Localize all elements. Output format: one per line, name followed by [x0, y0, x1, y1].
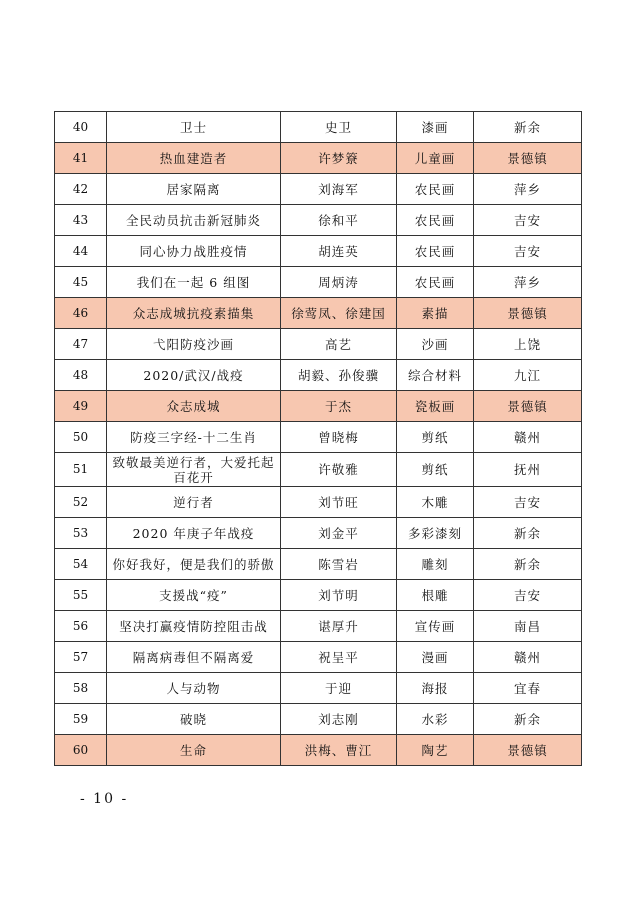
cell-author: 刘志刚: [281, 704, 397, 735]
cell-author: 刘节旺: [281, 487, 397, 518]
cell-number: 42: [55, 174, 107, 205]
cell-type: 沙画: [397, 329, 474, 360]
cell-author: 祝呈平: [281, 642, 397, 673]
cell-number: 47: [55, 329, 107, 360]
cell-number: 54: [55, 549, 107, 580]
table-row: [55, 518, 582, 549]
cell-author: 许梦簝: [281, 143, 397, 174]
cell-author: 周炳涛: [281, 267, 397, 298]
cell-region: 吉安: [474, 487, 582, 518]
table-row: [55, 298, 582, 329]
table-row: [55, 267, 582, 298]
table-row: [55, 422, 582, 453]
cell-number: 53: [55, 518, 107, 549]
cell-title: 2020/武汉/战疫: [107, 360, 281, 391]
cell-author: 于迎: [281, 673, 397, 704]
cell-number: 55: [55, 580, 107, 611]
cell-type: 漆画: [397, 112, 474, 143]
cell-region: 新余: [474, 704, 582, 735]
cell-region: 上饶: [474, 329, 582, 360]
cell-author: 刘海军: [281, 174, 397, 205]
cell-author: 史卫: [281, 112, 397, 143]
cell-title: 人与动物: [107, 673, 281, 704]
cell-number: 58: [55, 673, 107, 704]
cell-type: 农民画: [397, 236, 474, 267]
cell-title: 2020 年庚子年战疫: [107, 518, 281, 549]
cell-title: 生命: [107, 735, 281, 766]
cell-type: 雕刻: [397, 549, 474, 580]
cell-type: 瓷板画: [397, 391, 474, 422]
cell-title: 卫士: [107, 112, 281, 143]
cell-title: 同心协力战胜疫情: [107, 236, 281, 267]
cell-type: 农民画: [397, 174, 474, 205]
cell-region: 南昌: [474, 611, 582, 642]
cell-type: 多彩漆刻: [397, 518, 474, 549]
cell-type: 农民画: [397, 267, 474, 298]
cell-region: 新余: [474, 518, 582, 549]
cell-author: 曾晓梅: [281, 422, 397, 453]
table-row: [55, 174, 582, 205]
cell-title: 坚决打赢疫情防控阻击战: [107, 611, 281, 642]
cell-author: 许敬雅: [281, 453, 397, 487]
table-row: [55, 236, 582, 267]
cell-region: 景德镇: [474, 391, 582, 422]
cell-type: 剪纸: [397, 422, 474, 453]
cell-type: 儿童画: [397, 143, 474, 174]
cell-type: 海报: [397, 673, 474, 704]
cell-number: 46: [55, 298, 107, 329]
cell-region: 宜春: [474, 673, 582, 704]
cell-number: 40: [55, 112, 107, 143]
cell-type: 木雕: [397, 487, 474, 518]
cell-number: 60: [55, 735, 107, 766]
cell-title: 破晓: [107, 704, 281, 735]
cell-type: 素描: [397, 298, 474, 329]
cell-title: 众志成城抗疫素描集: [107, 298, 281, 329]
cell-title: 隔离病毒但不隔离爱: [107, 642, 281, 673]
cell-number: 45: [55, 267, 107, 298]
cell-author: 谌厚升: [281, 611, 397, 642]
cell-type: 综合材料: [397, 360, 474, 391]
table-row: [55, 549, 582, 580]
cell-region: 抚州: [474, 453, 582, 487]
cell-author: 陈雪岩: [281, 549, 397, 580]
table-row: [55, 580, 582, 611]
cell-region: 萍乡: [474, 174, 582, 205]
cell-number: 48: [55, 360, 107, 391]
cell-title: 全民动员抗击新冠肺炎: [107, 205, 281, 236]
cell-author: 于杰: [281, 391, 397, 422]
cell-author: 徐和平: [281, 205, 397, 236]
cell-region: 新余: [474, 549, 582, 580]
cell-author: 高艺: [281, 329, 397, 360]
cell-number: 41: [55, 143, 107, 174]
cell-number: 51: [55, 453, 107, 487]
cell-number: 56: [55, 611, 107, 642]
cell-region: 萍乡: [474, 267, 582, 298]
cell-region: 吉安: [474, 205, 582, 236]
cell-type: 宣传画: [397, 611, 474, 642]
cell-title: 众志成城: [107, 391, 281, 422]
cell-type: 漫画: [397, 642, 474, 673]
table-row: [55, 704, 582, 735]
cell-title: 致敬最美逆行者，大爱托起百花开: [107, 453, 281, 487]
cell-title: 你好我好，便是我们的骄傲: [107, 549, 281, 580]
cell-type: 农民画: [397, 205, 474, 236]
cell-number: 44: [55, 236, 107, 267]
cell-author: 胡毅、孙俊骥: [281, 360, 397, 391]
cell-title: 居家隔离: [107, 174, 281, 205]
table-body: [55, 112, 582, 766]
cell-author: 刘节明: [281, 580, 397, 611]
cell-number: 57: [55, 642, 107, 673]
cell-region: 赣州: [474, 422, 582, 453]
cell-title: 支援战“疫”: [107, 580, 281, 611]
cell-number: 43: [55, 205, 107, 236]
cell-title: 我们在一起 6 组图: [107, 267, 281, 298]
cell-title: 热血建造者: [107, 143, 281, 174]
artwork-list-table: [54, 111, 582, 766]
table-row: [55, 611, 582, 642]
table-row: [55, 329, 582, 360]
table-row: [55, 673, 582, 704]
cell-number: 50: [55, 422, 107, 453]
cell-author: 刘金平: [281, 518, 397, 549]
cell-type: 剪纸: [397, 453, 474, 487]
table-row: [55, 487, 582, 518]
table-row: [55, 112, 582, 143]
table-row: [55, 642, 582, 673]
cell-number: 59: [55, 704, 107, 735]
cell-region: 新余: [474, 112, 582, 143]
table-row: [55, 391, 582, 422]
cell-region: 赣州: [474, 642, 582, 673]
cell-region: 景德镇: [474, 143, 582, 174]
cell-region: 景德镇: [474, 298, 582, 329]
cell-author: 徐莺凤、徐建国: [281, 298, 397, 329]
table-row: [55, 143, 582, 174]
cell-region: 九江: [474, 360, 582, 391]
table-row: [55, 360, 582, 391]
cell-author: 胡连英: [281, 236, 397, 267]
table-row: [55, 205, 582, 236]
cell-title: 防疫三字经-十二生肖: [107, 422, 281, 453]
cell-region: 吉安: [474, 580, 582, 611]
cell-number: 52: [55, 487, 107, 518]
cell-type: 根雕: [397, 580, 474, 611]
cell-number: 49: [55, 391, 107, 422]
cell-region: 吉安: [474, 236, 582, 267]
cell-author: 洪梅、曹江: [281, 735, 397, 766]
cell-region: 景德镇: [474, 735, 582, 766]
cell-title: 逆行者: [107, 487, 281, 518]
cell-type: 陶艺: [397, 735, 474, 766]
cell-type: 水彩: [397, 704, 474, 735]
table-row: [55, 453, 582, 487]
page-number: - 10 -: [80, 791, 129, 807]
cell-title: 弋阳防疫沙画: [107, 329, 281, 360]
table-row: [55, 735, 582, 766]
